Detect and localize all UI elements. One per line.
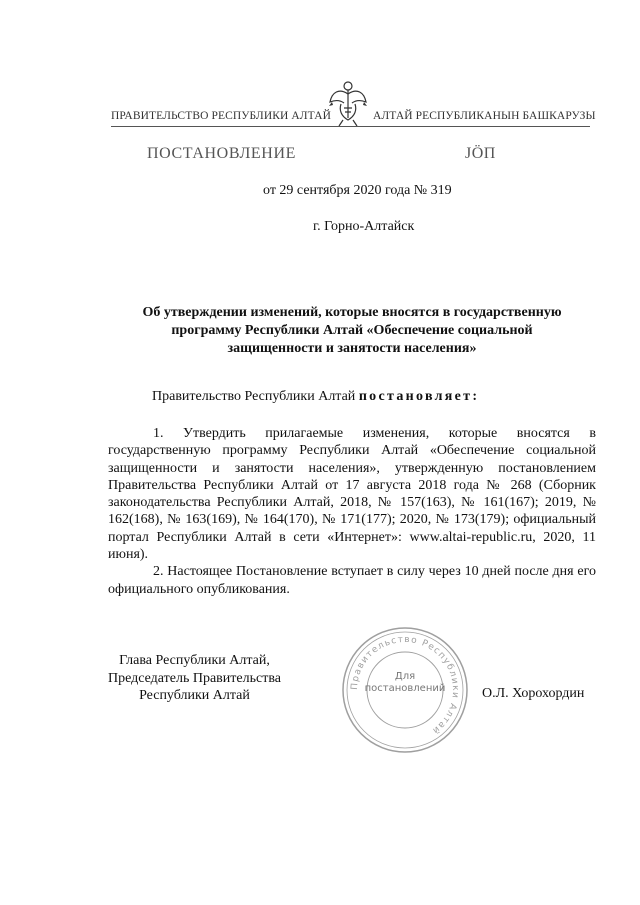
- decree-prefix: Правительство Республики Алтай: [152, 389, 356, 404]
- title-line: программу Республики Алтай «Обеспечение социальной: [171, 323, 533, 338]
- stamp-center-label: Для постановлений: [364, 671, 446, 694]
- document-city: г. Горно-Алтайск: [313, 219, 415, 234]
- header-right-text: АЛТАЙ РЕСПУБЛИКАНЫН БАШКАРУЗЫ: [373, 110, 596, 122]
- stamp-ring-text: Правительство Республики Алтай: [349, 634, 461, 736]
- title-line: защищенности и занятости населения»: [227, 341, 477, 356]
- doc-type-label: ПОСТАНОВЛЕНИЕ: [147, 145, 296, 162]
- decree-verb: постановляет:: [358, 389, 480, 404]
- header-left-text: ПРАВИТЕЛЬСТВО РЕСПУБЛИКИ АЛТАЙ: [111, 110, 332, 122]
- document-title: [108, 304, 596, 358]
- doc-type-label-alt: JÖП: [465, 145, 496, 162]
- body-paragraph: 1. Утвердить прилагаемые изменения, которые вносятся в государственную программу Республики Алтай «Обеспечение социальной защищенности и занятости населения», утвержденную постановлением Правительства Республики Алтай от 17 августа 2018 года № 268 (Сборник законодательства Республики Алтай, 2018, № 157(163), № 161(167); 2019, № 162(168), № 163(169), № 164(170), № 171(177); 2020, № 173(179); официальный портал Республики Алтай в сети «Интернет»: www.altai-republic.ru, 2020, 11 июня).: [108, 426, 596, 563]
- document-body: [108, 425, 596, 598]
- header-divider: [111, 126, 590, 127]
- body-paragraph: 2. Настоящее Постановление вступает в силу через 10 дней после дня его официального опубликования.: [108, 564, 596, 597]
- signatory-position: [108, 652, 281, 705]
- coat-of-arms-icon: [327, 78, 369, 128]
- signatory-name: О.Л. Хорохордин: [482, 686, 585, 701]
- signatory-position-line: Председатель Правительства: [108, 670, 281, 686]
- signatory-position-line: Глава Республики Алтай,: [119, 653, 270, 668]
- document-date-number: от 29 сентября 2020 года № 319: [263, 183, 452, 198]
- signatory-position-line: Республики Алтай: [139, 688, 250, 703]
- decree-line: [152, 389, 479, 405]
- title-line: Об утверждении изменений, которые вносятся в государственную: [142, 305, 562, 320]
